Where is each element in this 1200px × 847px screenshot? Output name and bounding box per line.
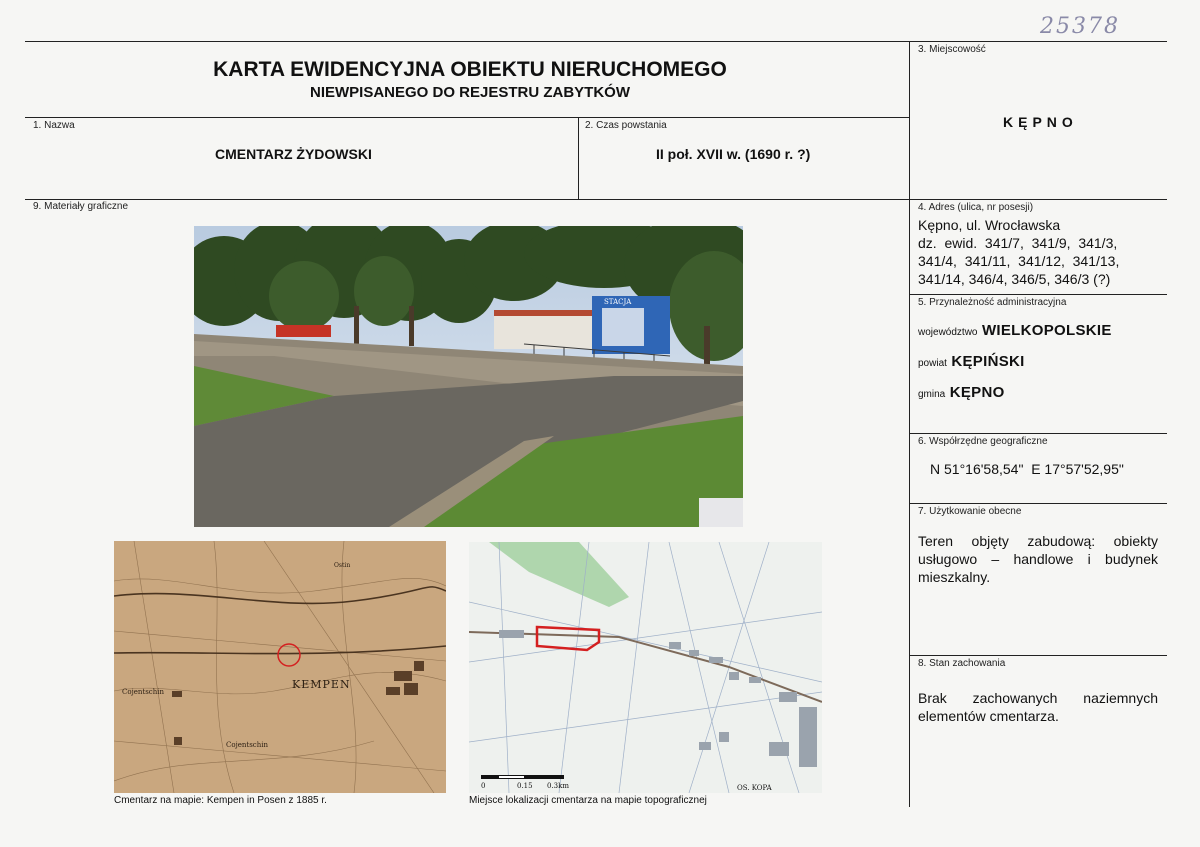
graphics-label: 9. Materiały graficzne [33,201,129,212]
usage-label: 7. Użytkowanie obecne [918,506,1022,517]
name-row-bottom-border [25,199,910,200]
place-label: 3. Miejscowość [918,44,986,55]
right-sep-3 [910,433,1167,434]
condition-value: Brak zachowanych naziemnych elementów cmentarza. [918,690,1158,724]
historic-map-label-1: Cojentschin [122,688,164,696]
date-divider [578,117,579,199]
commune-value: KĘPNO [949,384,1005,401]
site-photo [194,226,743,527]
topo-map [469,542,822,793]
county-label: powiat [918,358,947,369]
topo-place-label: OS. KOPA [737,784,772,792]
coords-label: 6. Współrzędne geograficzne [918,436,1048,447]
admin-label: 5. Przynależność administracyjna [918,297,1067,308]
coords-value: N 51°16'58,54" E 17°57'52,95" [930,461,1124,477]
scale-label-2: 0.3km [547,782,570,790]
address-line-1: Kępno, ul. Wrocławska [918,217,1061,233]
right-sep-5 [910,655,1167,656]
commune-row [918,384,1005,402]
historic-map-label-2: Cojentschin [226,741,268,749]
photo-sign-text: STACJA [604,298,632,306]
card-title: KARTA EWIDENCYJNA OBIEKTU NIERUCHOMEGO [213,58,727,81]
condition-label: 8. Stan zachowania [918,658,1006,669]
card-subtitle: NIEWPISANEGO DO REJESTRU ZABYTKÓW [309,84,631,101]
address-line-4: 341/14, 346/4, 346/5, 346/3 (?) [918,271,1111,287]
address-line-3: 341/4, 341/11, 341/12, 341/13, [918,253,1120,269]
historic-map [114,541,446,793]
right-column-divider [909,41,910,807]
top-border [25,41,1167,42]
address-label: 4. Adres (ulica, nr posesji) [918,202,1034,213]
usage-value: Teren objęty zabudową: obiekty usługowo – handlowe i budynek mieszkalny. [918,533,1158,585]
right-sep-4 [910,503,1167,504]
county-value: KĘPIŃSKI [951,353,1025,370]
right-sep-1 [910,199,1167,200]
historic-map-label-3: Ostin [334,562,351,569]
scale-label-1: 0.15 [517,782,533,790]
county-row [918,353,1025,371]
voivodeship-row [918,322,1112,340]
header-bottom-border [25,117,910,118]
voivodeship-label: województwo [918,327,978,338]
historic-map-label-kempen: KEMPEN [292,678,351,691]
place-value: KĘPNO [1003,114,1078,130]
commune-label: gmina [918,389,946,400]
name-label: 1. Nazwa [33,120,75,131]
historic-map-caption: Cmentarz na mapie: Kempen in Posen z 1885 r. [114,795,327,806]
right-sep-2 [910,294,1167,295]
scale-label-0: 0 [481,782,486,790]
topo-map-caption: Miejsce lokalizacji cmentarza na mapie topograficznej [469,795,707,806]
name-value: CMENTARZ ŻYDOWSKI [215,146,372,162]
handwritten-number: 25378 [1040,14,1120,39]
date-label: 2. Czas powstania [585,120,667,131]
date-value: II poł. XVII w. (1690 r. ?) [656,146,811,162]
voivodeship-value: WIELKOPOLSKIE [981,322,1112,339]
address-line-2: dz. ewid. 341/7, 341/9, 341/3, [918,235,1118,251]
